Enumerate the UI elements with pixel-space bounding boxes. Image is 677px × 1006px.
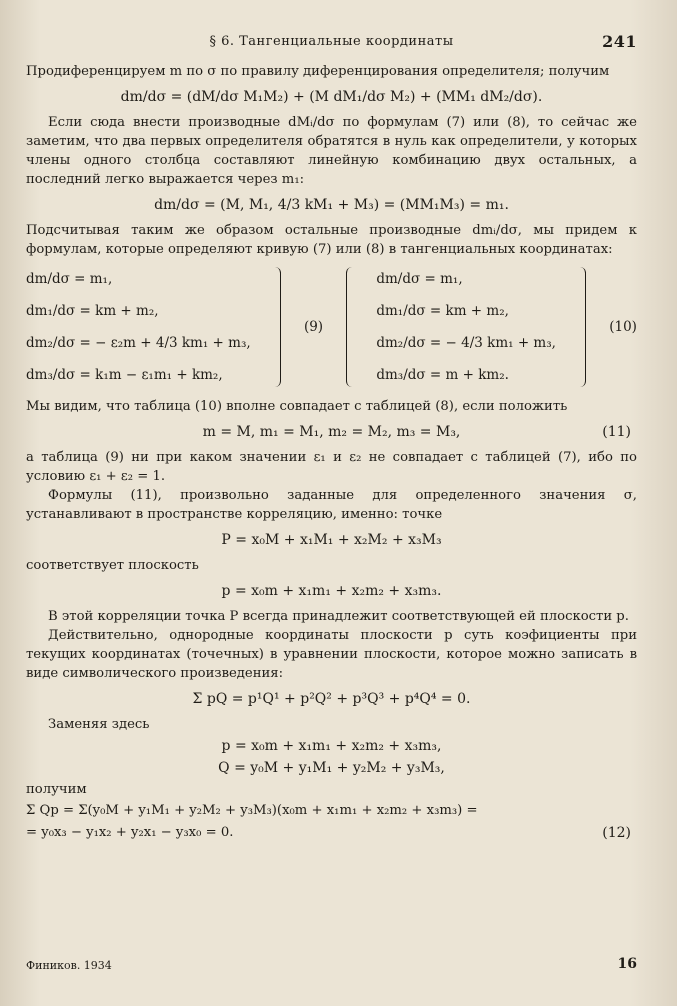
paragraph-2b: по формулам (7) или (8), то сейчас же заметим, что два первых определителя обратятся в нуль как определители, у которых члены одного столбца составляют линейную комбинацию двух остальных, а последний легко выражается через m₁: xyxy=(26,115,637,187)
equation-1: dm/dσ = (dM/dσ M₁M₂) + (M dM₁/dσ M₂) + (MM₁ dM₂/dσ). xyxy=(120,89,543,105)
system-9-row: dm₃/dσ = k₁m − ε₁m₁ + km₂, xyxy=(26,367,223,383)
system-9 xyxy=(26,265,251,389)
section-title: § 6. Тангенциальные координаты xyxy=(209,34,454,49)
paragraph-10: Заменяя здесь xyxy=(48,717,150,732)
paragraph-2a: Если сюда внести производные xyxy=(48,115,281,130)
equation-12-body: = y₀x₃ − y₁x₂ + y₂x₁ − y₃x₀ = 0. xyxy=(26,825,234,840)
equation-replace-1: p = x₀m + x₁m₁ + x₂m₂ + x₃m₃, xyxy=(221,738,442,754)
system-10-row: dm/dσ = m₁, xyxy=(376,271,463,287)
paragraph-3b: мы придем к формулам, которые определяют кривую (7) или (8) в тангенциальных координатах: xyxy=(26,223,638,257)
paragraph-7: соответствует плоскость xyxy=(26,558,199,573)
system-10-row: dm₃/dσ = m + km₂. xyxy=(376,367,509,383)
system-9-row: dm₁/dσ = km + m₂, xyxy=(26,303,159,319)
page-footer xyxy=(26,954,637,972)
equation-systems xyxy=(26,265,637,389)
paragraph-6: Формулы (11), произвольно заданные для определенного значения σ, устанавливают в пространстве корреляцию, именно: точке xyxy=(26,488,637,522)
footer-signature: Фиников. 1934 xyxy=(26,959,112,972)
paragraph-4: Мы видим, что таблица (10) вполне совпадает с таблицей (8), если положить xyxy=(26,399,568,414)
equation-2: dm/dσ = (M, M₁, 4/3 kM₁ + M₃) = (MM₁M₃) = m₁. xyxy=(154,197,509,213)
equation-11-body: m = M, m₁ = M₁, m₂ = M₂, m₃ = M₃, xyxy=(202,424,461,440)
footer-sheet-number: 16 xyxy=(617,956,637,972)
equation-11 xyxy=(26,422,637,442)
equation-plane: p = x₀m + x₁m₁ + x₂m₂ + x₃m₃. xyxy=(221,583,442,599)
system-10-brace xyxy=(579,267,586,387)
equation-11-tag: (11) xyxy=(602,424,631,440)
paragraph-2 xyxy=(26,113,637,189)
paragraph-2-fraction: dMᵢ/dσ xyxy=(288,115,335,130)
system-9-tag: (9) xyxy=(303,319,324,335)
paragraph-3-fraction: dmᵢ/dσ, xyxy=(472,223,522,238)
paragraph-1: Продиференцируем m по σ по правилу диференцирования определителя; получим xyxy=(26,64,610,79)
paragraph-11: получим xyxy=(26,782,87,797)
system-10-tag: (10) xyxy=(609,319,637,335)
equation-12-line-1: Σ Qp = Σ(y₀M + y₁M₁ + y₂M₂ + y₃M₃)(x₀m + x₁m₁ + x₂m₂ + x₃m₃) = xyxy=(26,803,478,818)
system-9-brace xyxy=(274,267,281,387)
system-10-row: dm₁/dσ = km + m₂, xyxy=(376,303,509,319)
page-header xyxy=(26,34,637,62)
system-10 xyxy=(376,265,556,389)
paragraph-9: Действительно, однородные координаты плоскости p суть коэфициенты при текущих координатах (точечных) в уравнении плоскости, которое можно записать в виде символического произведения: xyxy=(26,628,637,681)
paragraph-8: В этой корреляции точка P всегда принадлежит соответствующей ей плоскости p. xyxy=(48,609,629,624)
equation-replace-2: Q = y₀M + y₁M₁ + y₂M₂ + y₃M₃, xyxy=(218,760,445,776)
system-9-row: dm/dσ = m₁, xyxy=(26,271,113,287)
system-10-left-brace xyxy=(346,267,353,387)
equation-sum: Σ pQ = p¹Q¹ + p²Q² + p³Q³ + p⁴Q⁴ = 0. xyxy=(192,691,471,707)
equation-point: P = x₀M + x₁M₁ + x₂M₂ + x₃M₃ xyxy=(221,532,442,548)
page-number: 241 xyxy=(602,32,637,51)
paragraph-3a: Подсчитывая таким же образом остальные производные xyxy=(26,223,462,238)
paragraph-3 xyxy=(26,221,637,259)
paragraph-5: а таблица (9) ни при каком значении ε₁ и ε₂ не совпадает с таблицей (7), ибо по условию ε₁ + ε₂ = 1. xyxy=(26,450,637,484)
equation-12-tag: (12) xyxy=(602,825,631,841)
system-10-row: dm₂/dσ = − 4/3 km₁ + m₃, xyxy=(376,335,556,351)
equation-12-line-2 xyxy=(26,823,637,843)
system-9-row: dm₂/dσ = − ε₂m + 4/3 km₁ + m₃, xyxy=(26,335,251,351)
